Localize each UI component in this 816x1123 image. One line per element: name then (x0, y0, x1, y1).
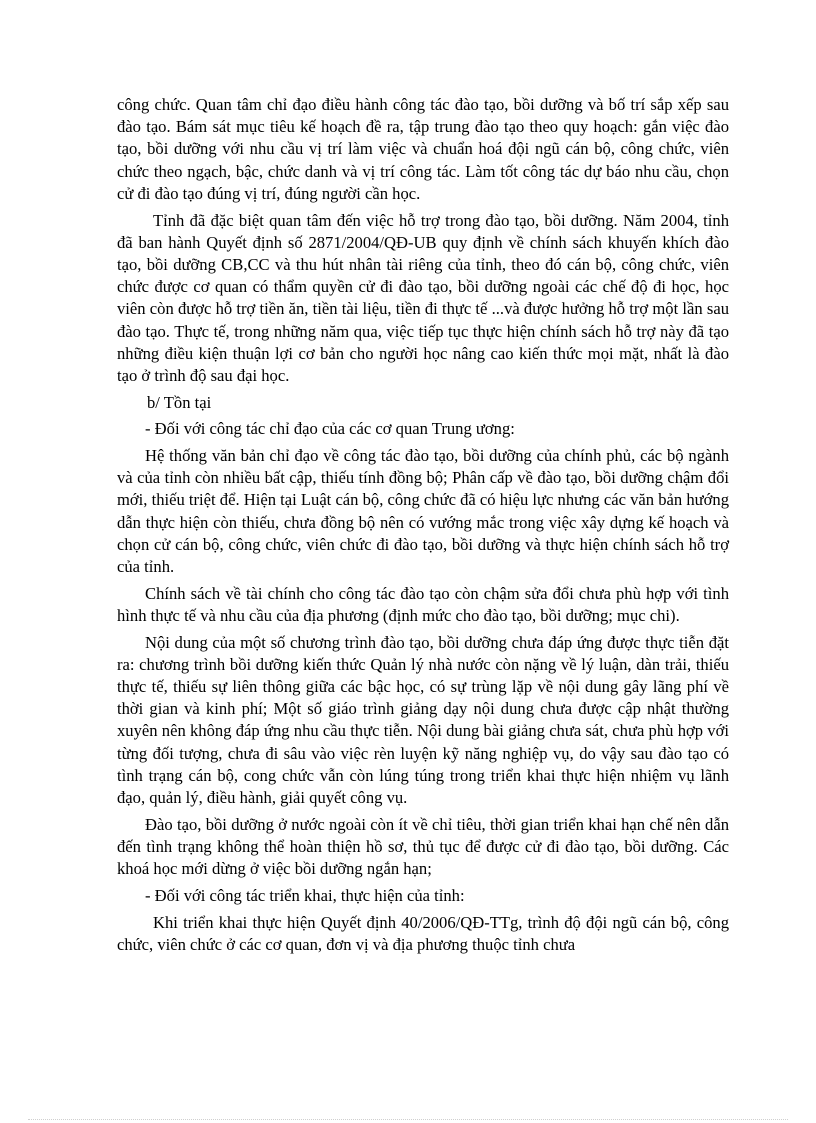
paragraph-4: Chính sách về tài chính cho công tác đào tạo còn chậm sửa đổi chưa phù hợp với tình hình thực tế và nhu cầu của địa phương (định mức cho đào tạo, bồi dưỡng; mục chi). (117, 583, 729, 625)
page-bottom-divider (28, 1119, 788, 1120)
paragraph-1: công chức. Quan tâm chỉ đạo điều hành công tác đào tạo, bồi dưỡng và bố trí sắp xếp sau đào tạo. Bám sát mục tiêu kế hoạch đề ra, tập trung đào tạo theo quy hoạch: gắn việc đào tạo, bồi dưỡng với nhu cầu vị trí làm việc và chuẩn hoá đội ngũ cán bộ, công chức, viên chức theo ngạch, bậc, chức danh và vị trí công tác. Làm tốt công tác dự báo nhu cầu, chọn cử đi đào tạo đúng vị trí, đúng người cần học. (117, 95, 729, 203)
subheading-trung-uong: - Đối với công tác chỉ đạo của các cơ quan Trung ương: (145, 419, 515, 439)
paragraph-7: Khi triển khai thực hiện Quyết định 40/2006/QĐ-TTg, trình độ đội ngũ cán bộ, công chức, viên chức ở các cơ quan, đơn vị và địa phương thuộc tỉnh chưa (117, 912, 729, 954)
subheading-tinh: - Đối với công tác triển khai, thực hiện của tỉnh: (145, 885, 465, 905)
document-page (117, 94, 729, 961)
paragraph-3: Hệ thống văn bản chỉ đạo về công tác đào tạo, bồi dưỡng của chính phủ, các bộ ngành và của tỉnh còn nhiều bất cập, thiếu tính đồng bộ; Phân cấp về đào tạo, bồi dưỡng chậm đổi mới, thiếu triệt để. Hiện tại Luật cán bộ, công chức đã có hiệu lực nhưng các văn bản hướng dẫn thực hiện còn thiếu, chưa đồng bộ nên có vướng mắc trong việc xây dựng kế hoạch và chọn cử cán bộ, công chức, viên chức đi đào tạo, bồi dưỡng và thực hiện chính sách hỗ trợ của tỉnh. (117, 446, 729, 577)
paragraph-5: Nội dung của một số chương trình đào tạo, bồi dưỡng chưa đáp ứng được thực tiễn đặt ra: chương trình bồi dưỡng kiến thức Quản lý nhà nước còn nặng về lý luận, dàn trải, thiếu thực tế, thiếu sự liên thông giữa các bậc học, có sự trùng lặp về nội dung gây lãng phí về thời gian và kinh phí; Một số giáo trình giảng dạy nội dung chưa được cập nhật thường xuyên nên không đáp ứng nhu cầu thực tiễn. Nội dung bài giảng chưa sát, chưa phù hợp với từng đối tượng, chưa đi sâu vào việc rèn luyện kỹ năng nghiệp vụ, do vậy sau đào tạo có tình trạng cán bộ, cong chức vẫn còn lúng túng trong triển khai thực hiện nhiệm vụ lãnh đạo, quản lý, điều hành, giải quyết công vụ. (117, 632, 729, 808)
section-heading-ton-tai: b/ Tồn tại (147, 392, 212, 412)
paragraph-2: Tỉnh đã đặc biệt quan tâm đến việc hỗ trợ trong đào tạo, bồi dưỡng. Năm 2004, tỉnh đã ban hành Quyết định số 2871/2004/QĐ-UB quy định về chính sách khuyến khích đào tạo, bồi dưỡng CB,CC và thu hút nhân tài riêng của tỉnh, theo đó cán bộ, công chức, viên chức được cơ quan có thẩm quyền cử đi đào tạo, bồi dưỡng ngoài các chế độ đi học, học viên còn được hỗ trợ tiền ăn, tiền tài liệu, tiền đi thực tế ...và được hưởng hỗ trợ một lần sau đào tạo. Thực tế, trong những năm qua, việc tiếp tục thực hiện chính sách hỗ trợ này đã tạo những điều kiện thuận lợi cơ bản cho người học nâng cao kiến thức mọi mặt, nhất là đào tạo ở trình độ sau đại học. (117, 210, 729, 385)
paragraph-6: Đào tạo, bồi dưỡng ở nước ngoài còn ít về chỉ tiêu, thời gian triển khai hạn chế nên dẫn đến tình trạng không thể hoàn thiện hồ sơ, thủ tục để được cử đi đào tạo, bồi dưỡng. Các khoá học mới dừng ở việc bồi dưỡng ngắn hạn; (117, 814, 729, 879)
